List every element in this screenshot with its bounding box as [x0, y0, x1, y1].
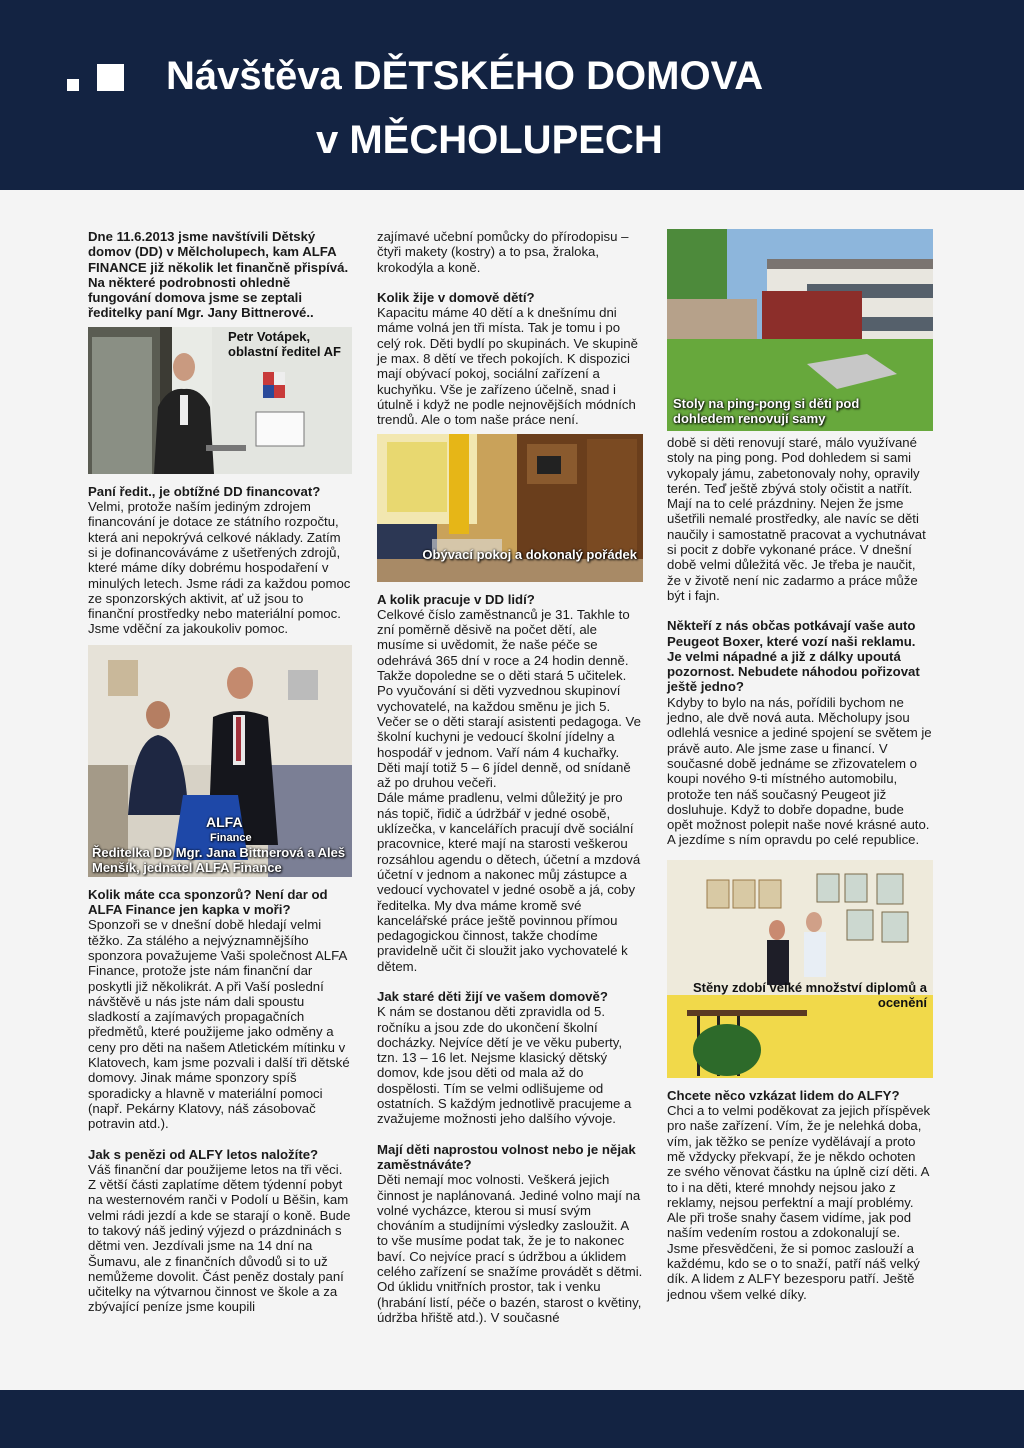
- page-title-line1: Návštěva DĚTSKÉHO DOMOVA: [166, 54, 764, 98]
- question-money-use: Jak s penězi od ALFY letos naložíte?: [88, 1146, 319, 1162]
- answer-car: Kdyby to bylo na nás, pořídili bychom ne jedno, ale dvě nová auta. Měcholupy jsou odlehlá vesnice a jediné spojení se světem je právě auto. Ale jsme zase u financí. V současné době jednáme se zřizovatelem o koupi nového 9-ti místného automobilu, protože ten náš současný Peugeot již dosluhuje. Když to dobře dopadne, bude opět možnost polepit naše nové krásné auto. A jezdíme s ním opravdu po celé republice.: [667, 694, 932, 848]
- question-sponsors: Kolik máte cca sponzorů? Není dar od ALFA Finance jen kapka v moři?: [88, 886, 328, 918]
- photo-diplomas-image: [667, 860, 933, 1078]
- photo-diplomas-caption: Stěny zdobí velké množství diplomů a ocenění: [692, 979, 927, 1010]
- bag-logo-text: ALFA: [206, 813, 243, 830]
- square-decoration-small: [67, 79, 79, 91]
- photo-building-caption: Stoly na ping-pong si děti pod dohledem renovují samy: [673, 396, 860, 426]
- answer-children-count: Kapacitu máme 40 dětí a k dnešnímu dni máme volná jen tři místa. Tak je tomu i po celý rok. Děti bydlí po skupinách. Ve skupině je max. 8 dětí ve třech pokojích. K dispozici mají obývací pokoj, sociální zařízení a kuchyňku. Vše je zařízeno účelně, snad i útulně i když ne podle nejnovějších módních trendů. Ale o tom naše práce není.: [377, 305, 638, 428]
- column-1: [88, 229, 352, 1315]
- answer-financing: Velmi, protože naším jediným zdrojem financování je dotace ze státního rozpočtu, která ani nepokrývá celkové náklady. Zatím si je dofinancováváme z ušetřených zdrojů, které máme díky dobrému hospodaření v minulých letech. Jsme rádi za každou pomoc ze sponzorských aktivit, ať už jsou to finanční prostředky nebo materiální pomoc. Jsme vděční za jakoukoliv pomoc.: [88, 499, 351, 637]
- page-title-line2: v MĚCHOLUPECH: [316, 118, 663, 162]
- photo-director-caption: Ředitelka DD Mgr. Jana Bittnerová a Aleš Menšík, jednatel ALFA Finance: [92, 844, 346, 875]
- answer-staff-2: Dále máme pradlenu, velmi důležitý je pro nás topič, řidič a údržbář v jedné osobě, uklízečka, v kancelářích pracují dvě sociální pracovnice, které mají na starosti veškerou rozsáhlou agendu o dětech, účetní a mzdová účetní v jednom a nakonec můj zástupce a vedoucí vychovatel v jedné osobě a já, coby ředitelka. My dva máme kromě své kancelářské práce ještě povinnou přímou pedagogickou činnost, takže chodíme pravidelně učit či sloužit jako vychovatelé k dětem.: [377, 790, 641, 974]
- photo-diplomas: [667, 860, 933, 1078]
- question-message: Chcete něco vzkázat lidem do ALFY?: [667, 1087, 900, 1103]
- answer-staff: Celkové číslo zaměstnanců je 31. Takhle to zní poměrně děsivě na počet dětí, ale musíme si uvědomit, že naše péče se odehrává 365 dní v roce a 24 hodin denně. Takže dopoledne se o děti stará 5 učitelek. Po vyučování si děti vyzvednou skupinoví vychovatelé, na každou směnu je jich 5. Večer se o děti starají asistenti pedagoga. Ve školní kuchyni je vedoucí školní jídelny a hospodář v jednom. Vaří nám 4 kuchařky. Děti mají totiž 5 – 6 jídel denně, od snídaně až po druhou večeři.: [377, 606, 641, 791]
- photo-living-room-caption: Obývací pokoj a dokonalý pořádek: [422, 546, 637, 562]
- answer-sponsors: Sponzoři se v dnešní době hledají velmi těžko. Za stálého a nejvýznamnějšího sponzora považujeme Vaši společnost ALFA Finance, protože jste nám finanční dar poskytli již několikrát. A při Vaší poslední návštěvě u nás jste nám dali spoustu sladkostí a zajímavých propagačních předmětů, které použijeme jako odměny a ceny pro děti na našem Atletickém mítinku v Klatovech, kam jsme pozvali i další tři dětské domovy. Jinak máme sponzory spíš sporadicky a hlavně v materiální pomoci (např. Pekárny Klatovy, náš zásobovač potravin atd.).: [88, 917, 350, 1132]
- question-children-count: Kolik žije v domově dětí?: [377, 289, 535, 305]
- question-financing: Paní ředit., je obtížné DD financovat?: [88, 483, 321, 499]
- question-car: Někteří z nás občas potkávají vaše auto Peugeot Boxer, které vozí naši reklamu. Je velmi nápadné a již z dálky upoutá pozornost. Nebudete náhodou pořizovat ještě jedno?: [667, 618, 920, 695]
- header-banner: [0, 0, 1024, 190]
- photo-building: [667, 229, 933, 431]
- intro-paragraph: Dne 11.6.2013 jsme navštívili Dětský domov (DD) v Mělcholupech, kam ALFA FINANCE již několik let finančně přispívá. Na některé podrobnosti ohledně fungování domova jsme se zeptali ředitelky paní Mgr. Jany Bittnerové..: [88, 229, 349, 321]
- photo-director-handshake: [88, 645, 352, 877]
- question-staff: A kolik pracuje v DD lidí?: [377, 591, 535, 607]
- photo-votapek: [88, 327, 352, 474]
- bag-logo-subtext: Finance: [210, 831, 252, 844]
- question-freedom: Mají děti naprostou volnost nebo je nějak zaměstnáváte?: [377, 1141, 636, 1172]
- column-2: [377, 229, 643, 1325]
- question-age: Jak staré děti žijí ve vašem domově?: [377, 988, 608, 1004]
- answer-age: K nám se dostanou děti zpravidla od 5. ročníku a jsou zde do ukončení školní docházky. Nejvíce dětí je ve věku puberty, tzn. 13 – 16 let. Nejsme klasický dětský domov, kde jsou děti od mala až do dospělosti. Tím se velmi odlišujeme od ostatních. S každým jednotlivě pracujeme a zvažujeme možnosti jeho dalšího vývoje.: [377, 1004, 632, 1127]
- photo-votapek-caption: Petr Votápek, oblastní ředitel AF: [228, 328, 341, 359]
- footer-bar: [0, 1390, 1024, 1448]
- answer-money-use: Váš finanční dar použijeme letos na tři věci. Z větší části zaplatíme dětem týdenní pobyt na westernovém ranči v Podolí u Běšin, kam velmi rádi jezdí a kde se starají o koně. Bude to takový náš jediný výjezd o prázdninách s dětmi ven. Jezdívali jsme na 14 dní na Šumavu, ale z finančních důvodů si to už nemůžeme dovolit. Část peněz dostaly paní učitelky na výtvarnou činnost ve škole a za zbývající peníze jsme koupili: [88, 1161, 351, 1315]
- answer-message: Chci a to velmi poděkovat za jejich příspěvek pro naše zařízení. Vím, že je nelehká doba, vím, jak těžko se peníze vydělávají a proto mě vždycky překvapí, že je někdo ochoten ze svého věnovat částku na úplně cizí děti. A to i na děti, které mnohdy nejsou jako z reklamy, nejsou perfektní a mají problémy. Ale při troše snahy časem vidíme, jak pod naším vedením rostou a zdokonalují se. Jsme přesvědčeni, že si pomoc zaslouží a každému, kdo se o to snaží, patří náš velký dík. A lidem z ALFY bezesporu patří. Ještě jednou všem velké díky.: [667, 1103, 931, 1302]
- answer-freedom-continued: době si děti renovují staré, málo využívané stoly na ping pong. Pod dohledem si sami vykopaly jámu, zabetonovaly nohy, opravily terén. Teď ještě zbývá stoly očistit a natřít. Mají na to celé prázdniny. Nejen že jsme ušetřili nemalé prostředky, ale navíc se děti naučily i samostatně pracovat a vychutnávat si pocit z dobře vykonané práce. V dnešní době velmi důležitá věc. Je třeba je naučit, že v životě není nic zadarmo a práce může být i fajn.: [667, 435, 926, 603]
- photo-living-room: [377, 434, 643, 582]
- answer-freedom: Děti nemají moc volnosti. Veškerá jejich činnost je naplánovaná. Jediné volno mají na volné vycházce, kterou si musí svým chováním a studijními výsledky zasloužit. A to vše musíme podat tak, že je to nakonec baví. Co nejvíce prací s údržbou a úklidem celého zařízení se snažíme provádět s dětmi. Od úklidu vnitřních prostor, tak i venku (hrabání listí, péče o bazén, starost o květiny, údržba hřiště atd.). V současné: [377, 1172, 643, 1325]
- column-3: [667, 229, 933, 1302]
- answer-money-use-continued: zajímavé učební pomůcky do přírodopisu – čtyři makety (kostry) a to psa, žraloka, krokodýla a koně.: [377, 229, 629, 275]
- square-decoration-large: [97, 64, 124, 91]
